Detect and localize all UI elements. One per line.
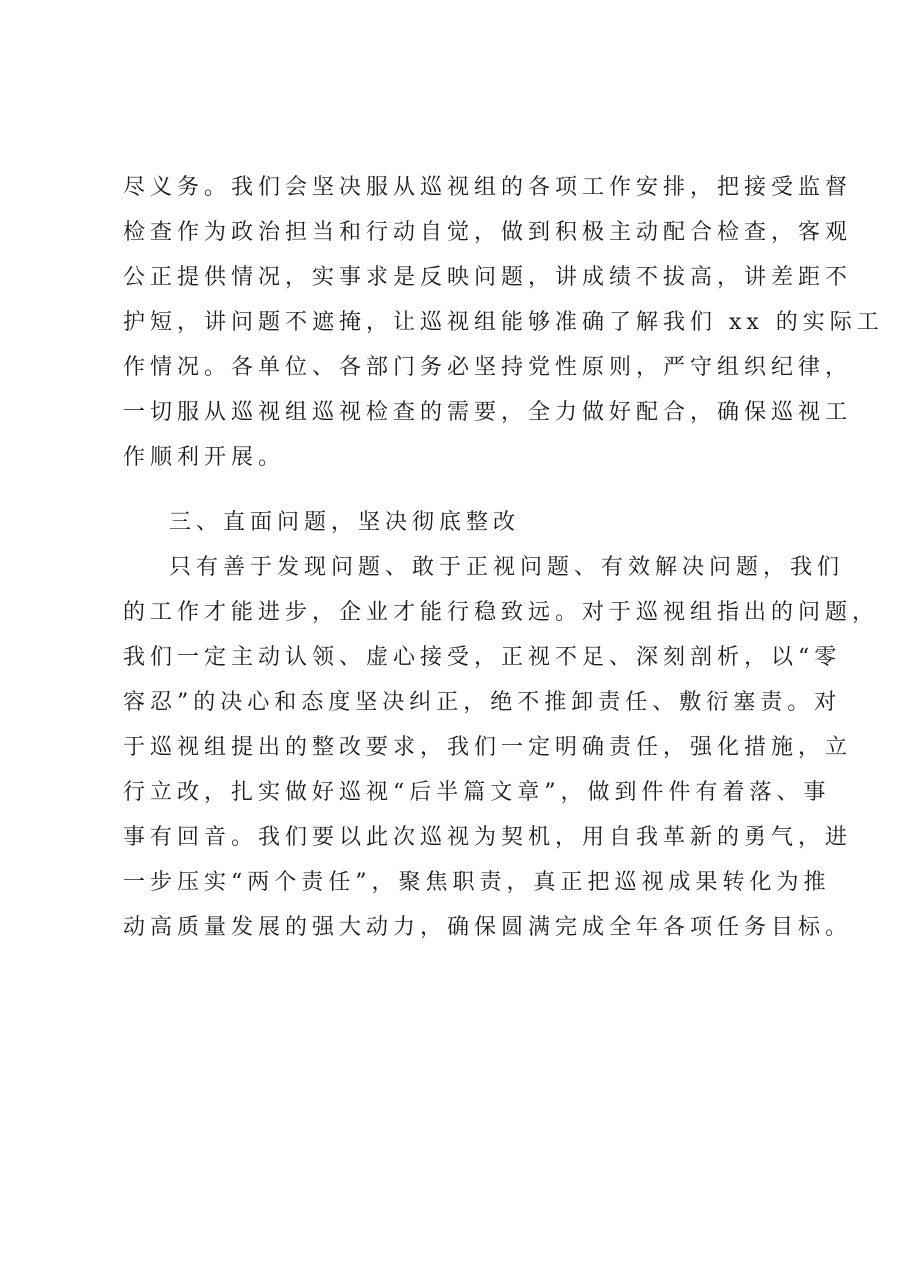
text-line: 一步压实“两个责任”，聚焦职责，真正把巡视成果转化为推 [123, 870, 831, 895]
text-line: 事有回音。我们要以此次巡视为契机，用自我革新的勇气，进 [123, 825, 853, 850]
heading-text: 三、直面问题，坚决彻底整改 [169, 510, 521, 535]
text-line: 检查作为政治担当和行动自觉，做到积极主动配合检查，客观 [123, 220, 853, 245]
text-line: 的工作才能进步，企业才能行稳致远。对于巡视组指出的问题， [123, 600, 880, 625]
text-line: 作顺利开展。 [123, 445, 286, 470]
text-line: 只有善于发现问题、敢于正视问题、有效解决问题，我们 [169, 555, 845, 580]
text-line: 公正提供情况，实事求是反映问题，讲成绩不拔高，讲差距不 [123, 265, 853, 290]
text-line: 我们一定主动认领、虚心接受，正视不足、深刻剖析，以“零 [123, 645, 842, 670]
text-line: 作情况。各单位、各部门务必坚持党性原则，严守组织纪律， [123, 355, 853, 380]
text-line: 尽义务。我们会坚决服从巡视组的各项工作安排，把接受监督 [123, 175, 853, 200]
text-line: 动高质量发展的强大动力，确保圆满完成全年各项任务目标。 [123, 915, 853, 940]
text-line: 容忍”的决心和态度坚决纠正，绝不推卸责任、敷衍塞责。对 [123, 690, 842, 715]
text-line: 于巡视组提出的整改要求，我们一定明确责任，强化措施，立 [123, 735, 853, 760]
text-line: 护短，讲问题不遮掩，让巡视组能够准确了解我们 xx 的实际工 [123, 310, 884, 335]
text-line: 行立改，扎实做好巡视“后半篇文章”，做到件件有着落、事 [123, 780, 831, 805]
text-line: 一切服从巡视组巡视检查的需要，全力做好配合，确保巡视工 [123, 400, 853, 425]
